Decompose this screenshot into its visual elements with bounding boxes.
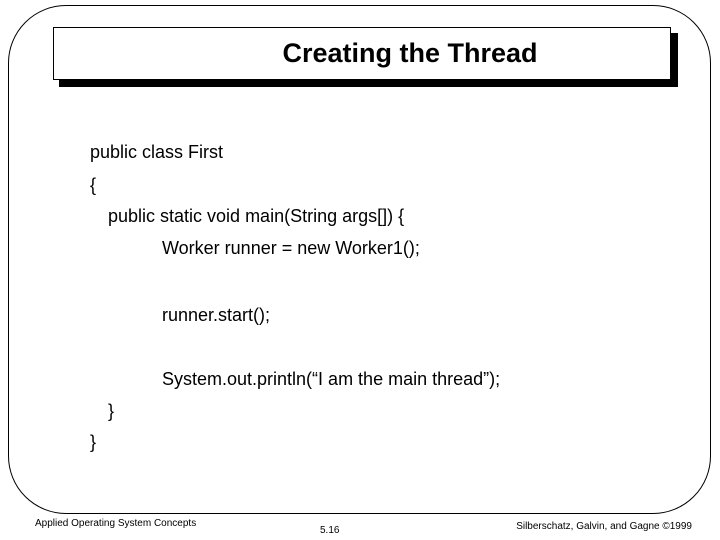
title-box — [53, 27, 671, 80]
footer-left: Applied Operating System Concepts — [35, 518, 197, 529]
code-line: System.out.println(“I am the main thread”); — [162, 369, 501, 389]
code-line: } — [90, 432, 97, 452]
code-line: Worker runner = new Worker1(); — [162, 238, 420, 258]
code-line: public static void main(String args[]) { — [108, 206, 405, 226]
code-line: } — [108, 401, 115, 421]
code-line: runner.start(); — [162, 305, 271, 325]
footer-right: Silberschatz, Galvin, and Gagne ©1999 — [516, 521, 692, 532]
slide-title: Creating the Thread — [282, 38, 538, 68]
code-line: { — [90, 175, 97, 195]
footer-page-number: 5.16 — [320, 525, 340, 536]
code-line: public class First — [90, 142, 224, 162]
